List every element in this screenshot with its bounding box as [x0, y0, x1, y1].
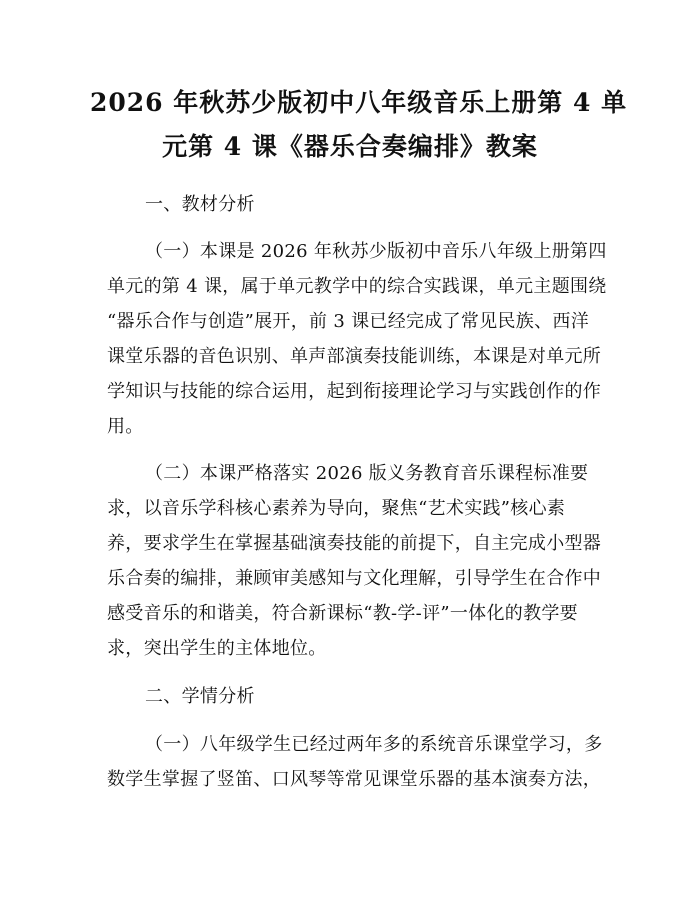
document-title-line-1: 2026 年秋苏少版初中八年级音乐上册第 4 单 — [90, 88, 628, 117]
paragraph-line: （二）本课严格落实 2026 版义务教育音乐课程标准要 — [145, 463, 589, 484]
paragraph-line: 数学生掌握了竖笛、口风琴等常见课堂乐器的基本演奏方法， — [107, 769, 602, 790]
paragraph-line: 乐合奏的编排，兼顾审美感知与文化理解，引导学生在合作中 — [107, 568, 602, 589]
paragraph-line: 课堂乐器的音色识别、单声部演奏技能训练，本课是对单元所 — [107, 346, 602, 367]
paragraph-line: 感受音乐的和谐美，符合新课标“教-学-评”一体化的教学要 — [107, 603, 578, 624]
section-heading-teaching-material: 一、教材分析 — [145, 194, 255, 215]
section-heading-student-analysis: 二、学情分析 — [145, 686, 255, 707]
paragraph-line: “器乐合作与创造”展开，前 3 课已经完成了常见民族、西洋 — [107, 311, 589, 332]
document-title-line-2: 元第 4 课《器乐合奏编排》教案 — [162, 132, 538, 161]
paragraph-line: 养，要求学生在掌握基础演奏技能的前提下，自主完成小型器 — [107, 533, 602, 554]
paragraph-line: 求，突出学生的主体地位。 — [107, 638, 327, 659]
paragraph-line: 学知识与技能的综合运用，起到衔接理论学习与实践创作的作 — [107, 381, 602, 402]
paragraph-line: 用。 — [107, 416, 144, 437]
paragraph-line: （一）八年级学生已经过两年多的系统音乐课堂学习，多 — [145, 734, 603, 755]
paragraph-line: （一）本课是 2026 年秋苏少版初中音乐八年级上册第四 — [145, 241, 607, 262]
paragraph-line: 求，以音乐学科核心素养为导向，聚焦“艺术实践”核心素 — [107, 498, 566, 519]
paragraph-line: 单元的第 4 课，属于单元教学中的综合实践课，单元主题围绕 — [107, 276, 607, 297]
